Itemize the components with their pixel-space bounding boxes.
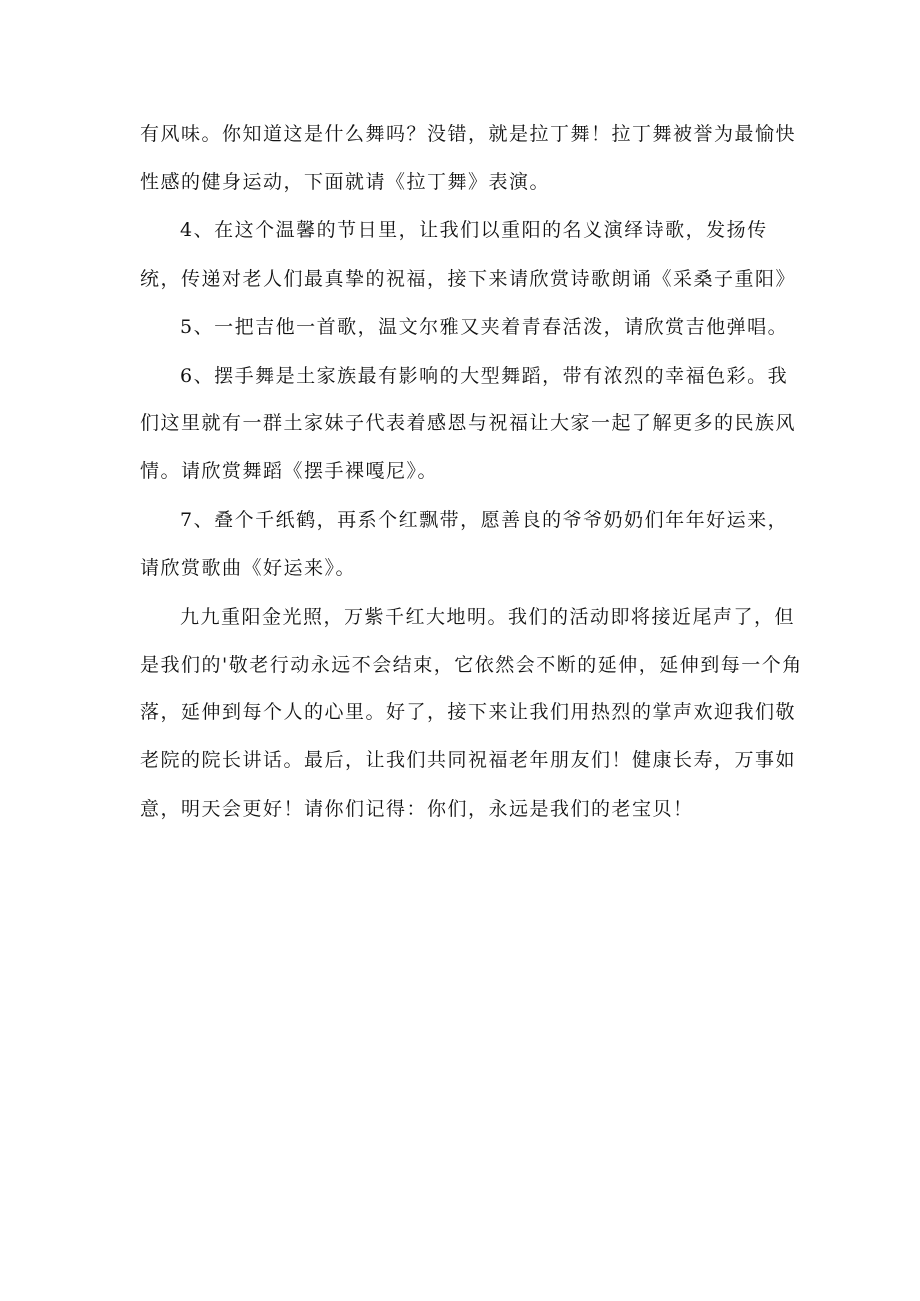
text-line: 5、一把吉他一首歌，温文尔雅又夹着青春活泼，请欣赏吉他弹唱。: [180, 316, 789, 338]
text-line: 性感的健身运动，下面就请《拉丁舞》表演。: [140, 171, 551, 193]
text-line: 4、在这个温馨的节日里，让我们以重阳的名义演绎诗歌，发扬传: [180, 219, 768, 241]
text-line: 落，延伸到每个人的心里。好了，接下来让我们用热烈的掌声欢迎我们敬: [140, 701, 797, 723]
text-line: 统，传递对老人们最真挚的祝福，接下来请欣赏诗歌朗诵《采桑子重阳》: [140, 268, 797, 290]
text-line: 老院的院长讲话。最后，让我们共同祝福老年朋友们！健康长寿，万事如: [140, 749, 797, 771]
text-line: 情。请欣赏舞蹈《摆手裸嘎尼》。: [140, 460, 439, 482]
text-line: 6、摆手舞是土家族最有影响的大型舞蹈，带有浓烈的幸福色彩。我: [180, 365, 789, 387]
text-line: 7、叠个千纸鹤，再系个红飘带，愿善良的爷爷奶奶们年年好运来，: [180, 509, 789, 531]
text-line: 意，明天会更好！请你们记得：你们，永远是我们的老宝贝！: [140, 798, 694, 820]
text-line: 们这里就有一群土家妹子代表着感恩与祝福让大家一起了解更多的民族风: [140, 412, 797, 434]
text-line: 是我们的'敬老行动永远不会结束，它依然会不断的延伸，延伸到每一个角: [140, 654, 803, 676]
text-line: 九九重阳金光照，万紫千红大地明。我们的活动即将接近尾声了，但: [180, 606, 796, 628]
text-line: 有风味。你知道这是什么舞吗？没错，就是拉丁舞！拉丁舞被誉为最愉快: [140, 123, 797, 145]
text-line: 请欣赏歌曲《好运来》。: [140, 557, 357, 579]
